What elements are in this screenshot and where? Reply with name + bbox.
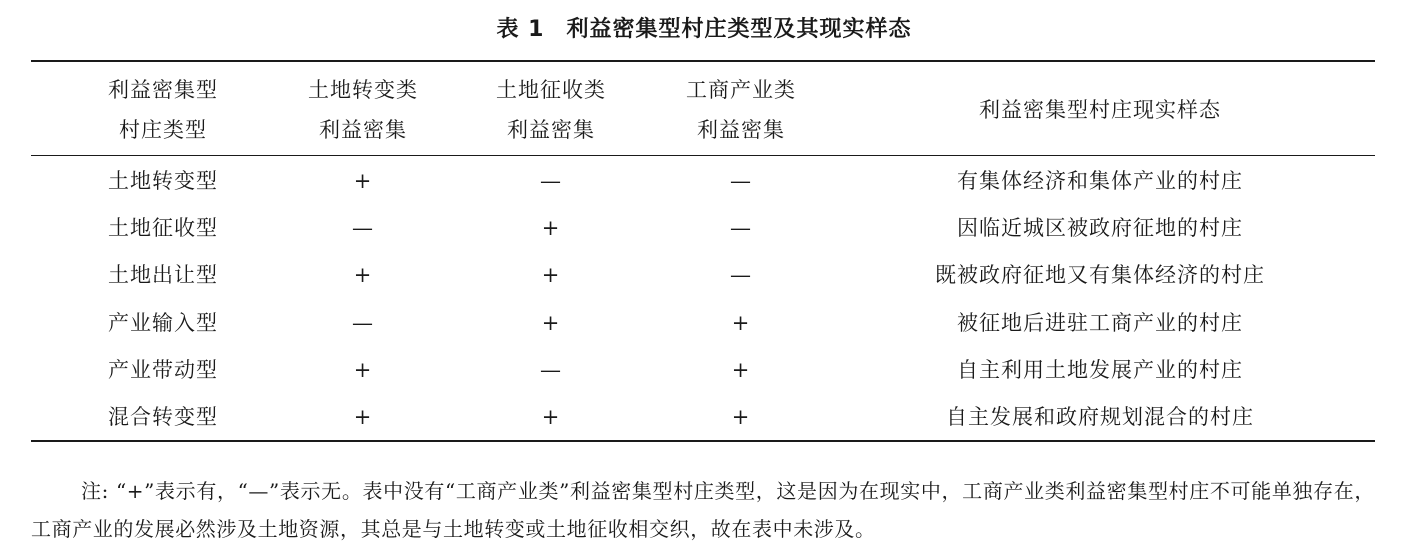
header-industry-line2: 利益密集: [697, 118, 785, 142]
header-village-type-line1: 利益密集型: [108, 78, 218, 102]
table-cell: 土地征收型: [108, 216, 218, 240]
table-title: 利益密集型村庄类型及其现实样态: [566, 17, 912, 42]
table-cell: —: [352, 216, 374, 240]
table-cell: 有集体经济和集体产业的村庄: [957, 169, 1243, 193]
table-cell: 产业输入型: [108, 311, 218, 335]
table-cell: +: [541, 263, 561, 287]
table-cell: —: [730, 169, 752, 193]
table-cell: 土地转变型: [108, 169, 218, 193]
table-cell: +: [731, 311, 751, 335]
table-note: 注: “+”表示有，“—”表示无。表中没有“工商产业类”利益密集型村庄类型，这是因为在现实中，工商产业类利益密集型村庄不可能单独存在，工商产业的发展必然涉及土地资源，其总是与土地转变或土地征收相交织，故在表中未涉及。: [31, 479, 1375, 541]
table-cell: —: [540, 358, 562, 382]
table-cell: +: [731, 405, 751, 429]
table-cell: +: [353, 358, 373, 382]
table-cell: +: [353, 263, 373, 287]
table-cell: 混合转变型: [108, 405, 218, 429]
table-cell: +: [731, 358, 751, 382]
table-cell: 土地出让型: [108, 263, 218, 287]
header-land-change-line1: 土地转变类: [308, 78, 418, 102]
header-rule: [31, 155, 1375, 156]
table-cell: 自主利用土地发展产业的村庄: [957, 358, 1243, 382]
table-cell: +: [541, 216, 561, 240]
table-cell: 既被政府征地又有集体经济的村庄: [935, 263, 1265, 287]
table-cell: +: [353, 405, 373, 429]
table-cell: +: [541, 405, 561, 429]
header-industry-line1: 工商产业类: [686, 78, 796, 102]
table-cell: +: [541, 311, 561, 335]
table-cell: 被征地后进驻工商产业的村庄: [957, 311, 1243, 335]
header-village-type-line2: 村庄类型: [119, 118, 207, 142]
table-cell: +: [353, 169, 373, 193]
table-cell: 产业带动型: [108, 358, 218, 382]
table-cell: —: [730, 263, 752, 287]
top-rule: [31, 60, 1375, 62]
table-cell: 因临近城区被政府征地的村庄: [957, 216, 1243, 240]
table-cell: —: [540, 169, 562, 193]
table-cell: 自主发展和政府规划混合的村庄: [946, 405, 1254, 429]
table-number: 表 1: [496, 17, 545, 42]
bottom-rule: [31, 440, 1375, 442]
header-land-change-line2: 利益密集: [319, 118, 407, 142]
table-cell: —: [730, 216, 752, 240]
header-land-acquisition-line2: 利益密集: [507, 118, 595, 142]
header-reality-form: 利益密集型村庄现实样态: [979, 98, 1221, 122]
table-cell: —: [352, 311, 374, 335]
header-land-acquisition-line1: 土地征收类: [496, 78, 606, 102]
table-caption: [0, 10, 1408, 50]
